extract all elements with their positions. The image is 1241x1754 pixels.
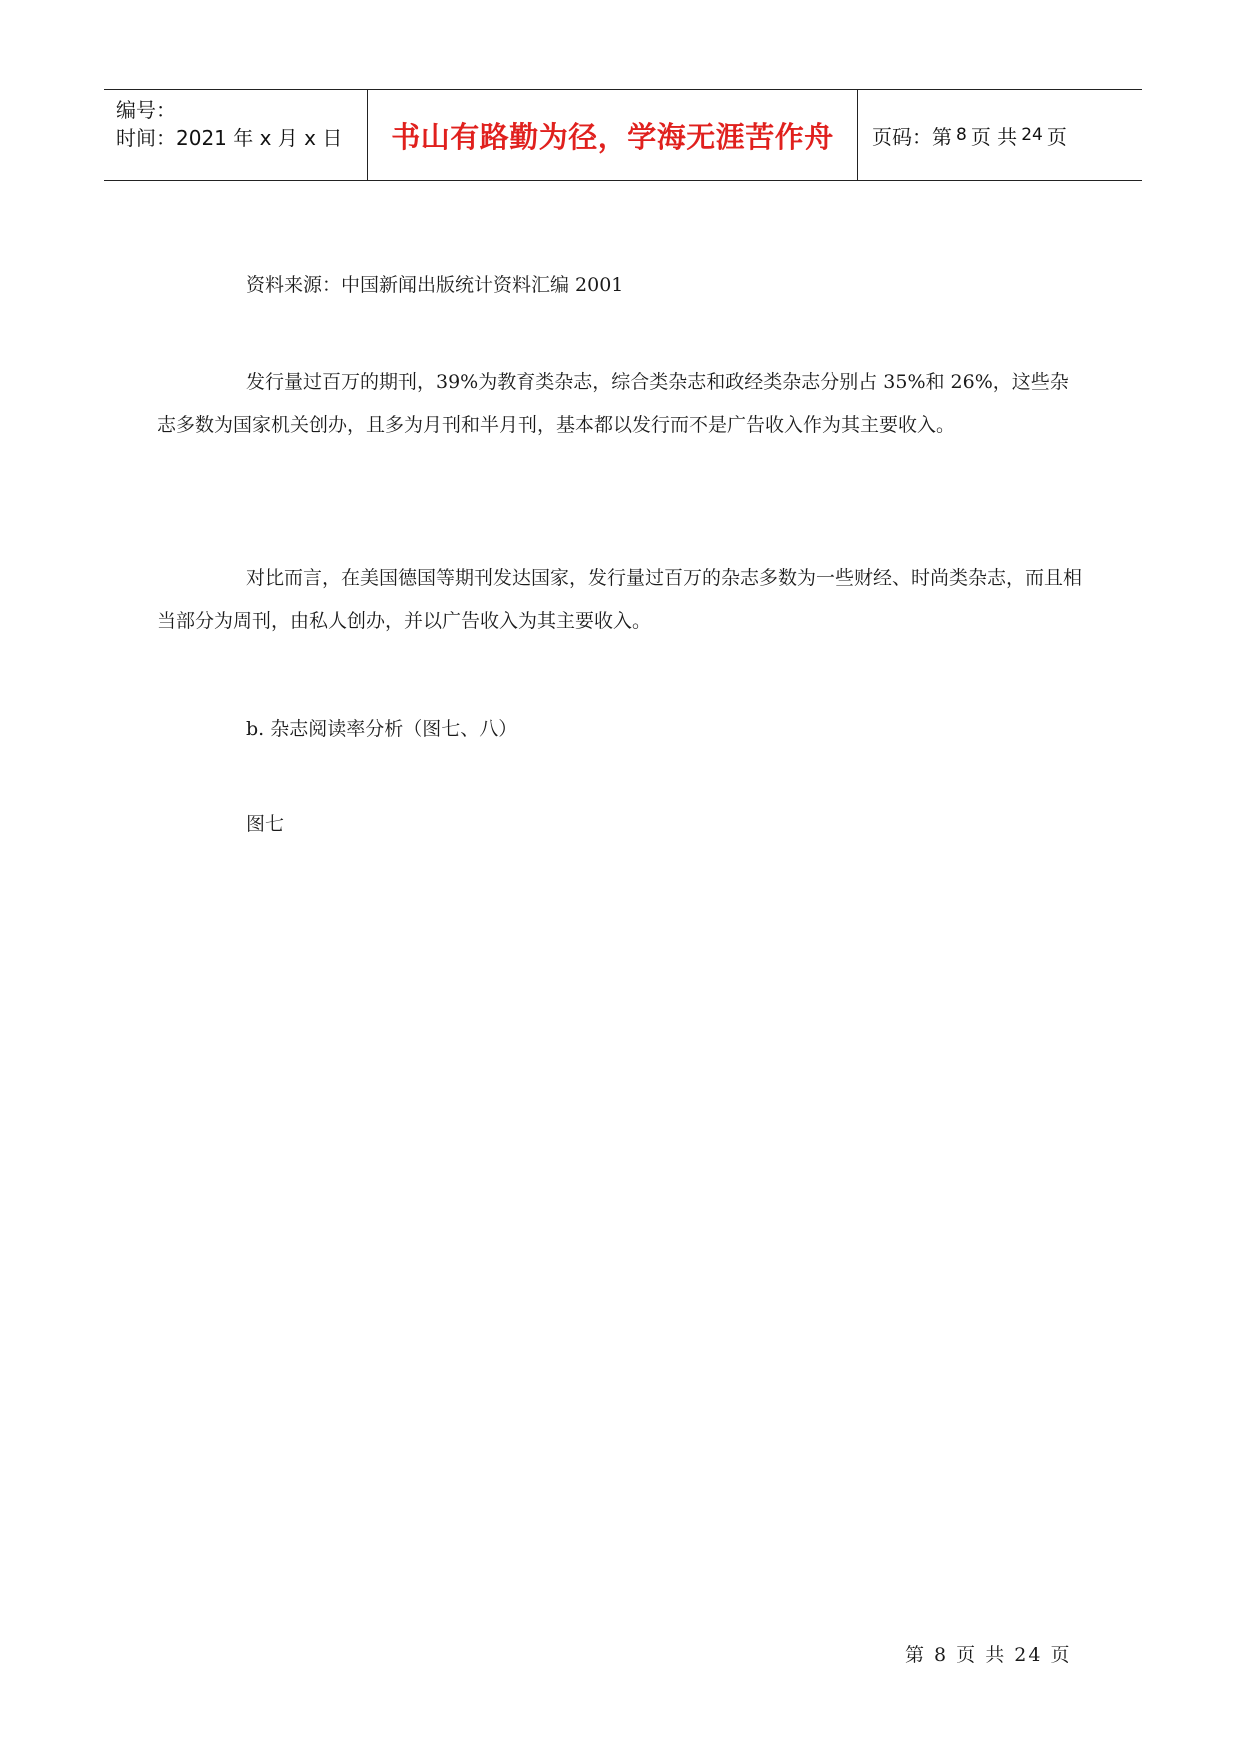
page-prefix: 页码：第 bbox=[872, 124, 952, 149]
serial-label: 编号： bbox=[116, 98, 176, 122]
motto-text: 书山有路勤为径，学海无涯苦作舟 bbox=[391, 119, 834, 154]
source-text: 资料来源：中国新闻出版统计资料汇编 2001 bbox=[246, 274, 624, 296]
source-line bbox=[157, 264, 1083, 307]
figure-caption bbox=[157, 803, 1083, 846]
header-meta-cell bbox=[104, 90, 368, 180]
page-total: 24 bbox=[1021, 125, 1043, 145]
paragraph-2-text: 对比而言，在美国德国等期刊发达国家，发行量过百万的杂志多数为一些财经、时尚类杂志，而且相当部分为周刊，由私人创办，并以广告收入为其主要收入。 bbox=[157, 567, 1083, 632]
page-mid: 页 共 bbox=[970, 124, 1018, 149]
date-label: 时间：2021 年 x 月 x 日 bbox=[116, 126, 343, 150]
header-page-cell bbox=[858, 90, 1142, 180]
page-suffix: 页 bbox=[1046, 124, 1067, 149]
page-header bbox=[104, 89, 1142, 181]
paragraph-1 bbox=[157, 361, 1083, 447]
section-heading-text: b. 杂志阅读率分析（图七、八） bbox=[246, 718, 518, 740]
header-motto-cell bbox=[368, 90, 858, 180]
page-current: 8 bbox=[956, 125, 967, 145]
figure-label: 图七 bbox=[246, 813, 285, 835]
section-heading bbox=[157, 708, 1083, 751]
paragraph-1-text: 发行量过百万的期刊，39%为教育类杂志，综合类杂志和政经类杂志分别占 35%和 26%，这些杂志多数为国家机关创办，且多为月刊和半月刊，基本都以发行而不是广告收入作为其主要收入。 bbox=[157, 371, 1069, 436]
paragraph-2 bbox=[157, 557, 1083, 643]
page-footer: 第 8 页 共 24 页 bbox=[905, 1644, 1072, 1666]
